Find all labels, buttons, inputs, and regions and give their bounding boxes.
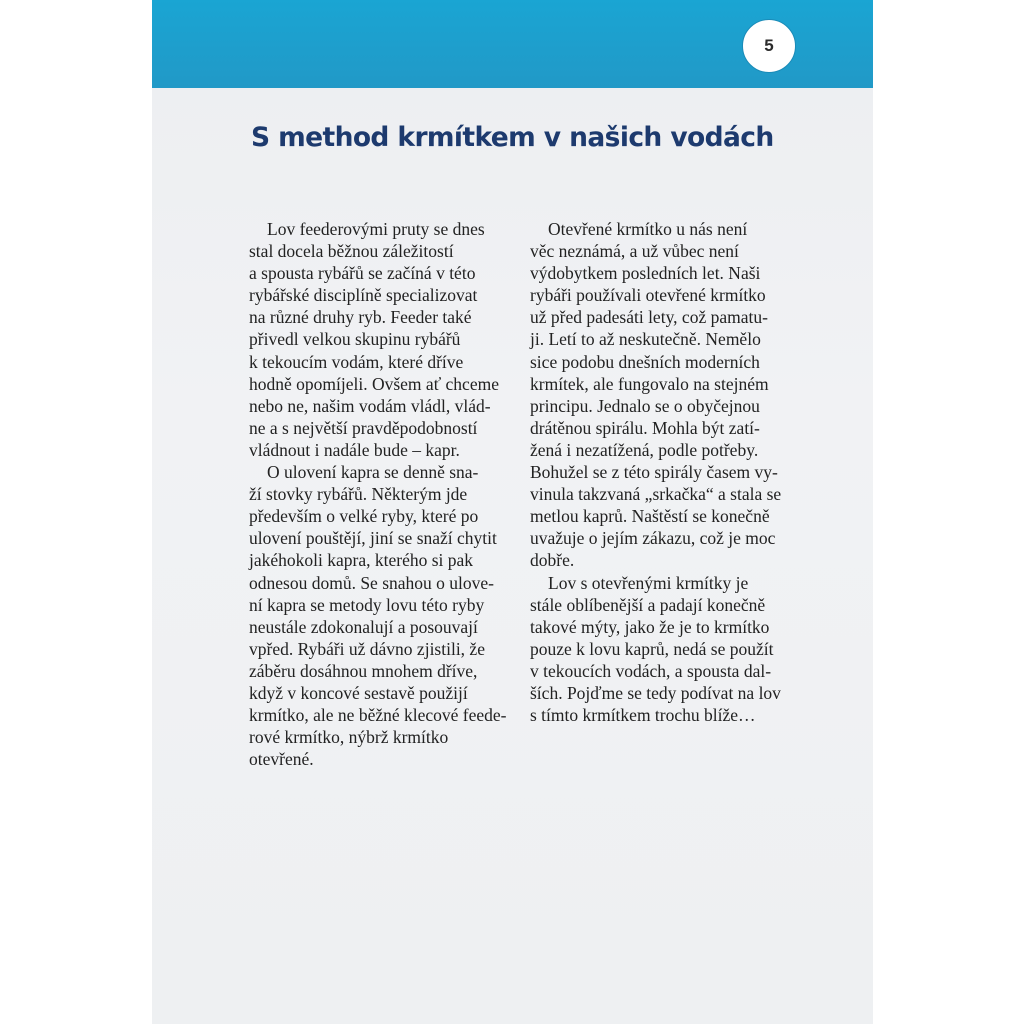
text-line: ží stovky rybářů. Některým jde bbox=[249, 484, 468, 505]
text-line: žená i nezatížená, podle potřeby. bbox=[530, 439, 759, 460]
text-line: odnesou domů. Se snahou o ulove- bbox=[249, 572, 494, 593]
text-line: hodně opomíjeli. Ovšem ať chceme bbox=[249, 373, 499, 394]
text-line: ších. Pojďme se tedy podívat na lov bbox=[530, 682, 781, 703]
right-column bbox=[530, 218, 800, 726]
text-line: stal docela běžnou záležitostí bbox=[249, 241, 454, 262]
text-line: takové mýty, jako že je to krmítko bbox=[530, 616, 770, 637]
text-line: uvažuje o jejím zákazu, což je moc bbox=[530, 528, 776, 549]
text-line: Lov s otevřenými krmítky je bbox=[548, 572, 749, 593]
text-line: záběru dosáhnou mnohem dříve, bbox=[249, 660, 478, 681]
text-line: vládnout i nadále bude – kapr. bbox=[249, 439, 460, 460]
text-line: přivedl velkou skupinu rybářů bbox=[249, 329, 461, 350]
text-line: jakéhokoli kapra, kterého si pak bbox=[249, 550, 474, 571]
text-line: stále oblíbenější a padají konečně bbox=[530, 594, 766, 615]
text-line: rybářské disciplíně specializovat bbox=[249, 285, 478, 306]
text-line: rové krmítko, nýbrž krmítko bbox=[249, 727, 449, 748]
text-line: krmítek, ale fungovalo na stejném bbox=[530, 373, 769, 394]
text-line: Bohužel se z této spirály časem vy- bbox=[530, 462, 778, 483]
text-line: pouze k lovu kaprů, nedá se použít bbox=[530, 638, 774, 659]
text-line: Lov feederovými pruty se dnes bbox=[267, 219, 485, 239]
header-band bbox=[152, 0, 873, 88]
text-line: výdobytkem posledních let. Naši bbox=[530, 263, 761, 284]
left-column bbox=[249, 218, 519, 770]
text-line: v tekoucích vodách, a spousta dal- bbox=[530, 660, 772, 681]
text-line: drátěnou spirálu. Mohla být zatí- bbox=[530, 417, 760, 438]
text-line: ne a s největší pravděpodobností bbox=[249, 417, 478, 438]
text-line: neustále zdokonalují a posouvají bbox=[249, 616, 478, 637]
book-page bbox=[152, 0, 873, 1024]
text-line: a spousta rybářů se začíná v této bbox=[249, 263, 476, 284]
text-line: s tímto krmítkem trochu blíže… bbox=[530, 705, 756, 726]
text-line: krmítko, ale ne běžné klecové feede- bbox=[249, 705, 507, 726]
text-line: když v koncové sestavě použijí bbox=[249, 682, 468, 703]
text-line: sice podobu dnešních moderních bbox=[530, 351, 760, 372]
text-line: především o velké ryby, které po bbox=[249, 506, 479, 527]
text-line: otevřené. bbox=[249, 749, 314, 770]
text-line: metlou kaprů. Naštěstí se konečně bbox=[530, 506, 770, 527]
text-line: vpřed. Rybáři už dávno zjistili, že bbox=[249, 638, 485, 659]
page-number-badge: 5 bbox=[742, 19, 796, 73]
text-line: dobře. bbox=[530, 550, 575, 571]
text-line: ulovení pouštějí, jiní se snaží chytit bbox=[249, 528, 497, 549]
text-line: Otevřené krmítko u nás není bbox=[548, 219, 748, 239]
text-line: rybáři používali otevřené krmítko bbox=[530, 285, 766, 306]
chapter-title: S method krmítkem v našich vodách bbox=[251, 122, 774, 153]
text-line: věc neznámá, a už vůbec není bbox=[530, 241, 739, 262]
text-line: nebo ne, našim vodám vládl, vlád- bbox=[249, 395, 491, 416]
text-line: ji. Letí to až neskutečně. Nemělo bbox=[530, 329, 761, 350]
text-line: principu. Jednalo se o obyčejnou bbox=[530, 395, 760, 416]
text-line: k tekoucím vodám, které dříve bbox=[249, 351, 464, 372]
text-line: už před padesáti lety, což pamatu- bbox=[530, 307, 768, 328]
text-line: ní kapra se metody lovu této ryby bbox=[249, 594, 485, 615]
text-line: na různé druhy ryb. Feeder také bbox=[249, 307, 472, 328]
text-line: O ulovení kapra se denně sna- bbox=[267, 462, 479, 483]
text-line: vinula takzvaná „srkačka“ a stala se bbox=[530, 484, 782, 505]
